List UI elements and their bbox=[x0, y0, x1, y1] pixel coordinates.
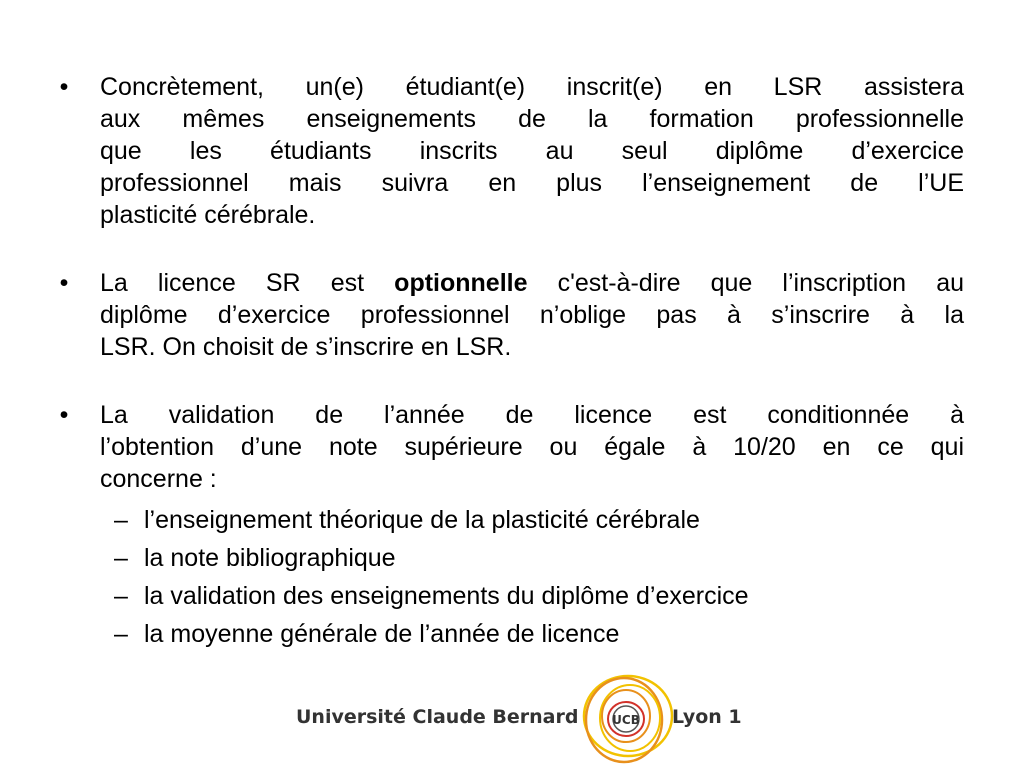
bullet-item-1 bbox=[54, 71, 964, 231]
sub-bullet-item bbox=[100, 577, 964, 615]
bullet-1-line-5: plasticité cérébrale. bbox=[100, 201, 316, 229]
emblem-text: UCB bbox=[612, 713, 640, 727]
bullet-2-bold-word: optionnelle bbox=[394, 269, 528, 297]
bullet-2-text-before: La licence SR est bbox=[100, 269, 395, 297]
sub-bullet-marker: – bbox=[114, 544, 128, 572]
slide-body bbox=[54, 71, 964, 653]
sub-bullet-list bbox=[54, 501, 964, 653]
bullet-3-line-1: La validation de l’année de licence est conditionnée à bbox=[100, 401, 964, 429]
logo-text-left: Université Claude Bernard bbox=[296, 706, 579, 728]
bullet-item-2 bbox=[54, 267, 964, 363]
bullet-marker: • bbox=[59, 269, 69, 297]
sub-bullet-item bbox=[100, 615, 964, 653]
sub-bullet-marker: – bbox=[114, 620, 128, 648]
bullet-2-line-2: diplôme d’exercice professionnel n’oblige pas à s’inscrire à la bbox=[100, 301, 964, 329]
university-logo bbox=[292, 670, 752, 766]
sub-bullet-marker: – bbox=[114, 582, 128, 610]
bullet-1-line-4: professionnel mais suivra en plus l’enseignement de l’UE bbox=[100, 169, 964, 197]
bullet-item-3 bbox=[54, 399, 964, 495]
bullet-3-line-2: l’obtention d’une note supérieure ou égale à 10/20 en ce qui bbox=[100, 433, 964, 461]
bullet-1-line-2: aux mêmes enseignements de la formation professionnelle bbox=[100, 105, 964, 133]
sub-bullet-text: la moyenne générale de l’année de licence bbox=[144, 620, 620, 648]
sub-bullet-text: la note bibliographique bbox=[144, 544, 396, 572]
sub-bullet-text: la validation des enseignements du diplôme d’exercice bbox=[144, 582, 749, 610]
bullet-marker: • bbox=[59, 73, 69, 101]
ucb-emblem-icon bbox=[576, 670, 676, 766]
bullet-2-line-1 bbox=[100, 267, 964, 299]
sub-bullet-item bbox=[100, 539, 964, 577]
sub-bullet-text: l’enseignement théorique de la plasticité cérébrale bbox=[144, 506, 700, 534]
sub-bullet-item bbox=[100, 501, 964, 539]
logo-text-right: Lyon 1 bbox=[672, 706, 742, 728]
sub-bullet-marker: – bbox=[114, 506, 128, 534]
bullet-3-line-3: concerne : bbox=[100, 465, 217, 493]
bullet-2-line-3: LSR. On choisit de s’inscrire en LSR. bbox=[100, 333, 512, 361]
bullet-1-line-1: Concrètement, un(e) étudiant(e) inscrit(e) en LSR assistera bbox=[100, 73, 964, 101]
bullet-marker: • bbox=[59, 401, 69, 429]
bullet-2-text-after: c'est-à-dire que l’inscription au bbox=[527, 269, 964, 297]
bullet-1-line-3: que les étudiants inscrits au seul diplôme d’exercice bbox=[100, 137, 964, 165]
